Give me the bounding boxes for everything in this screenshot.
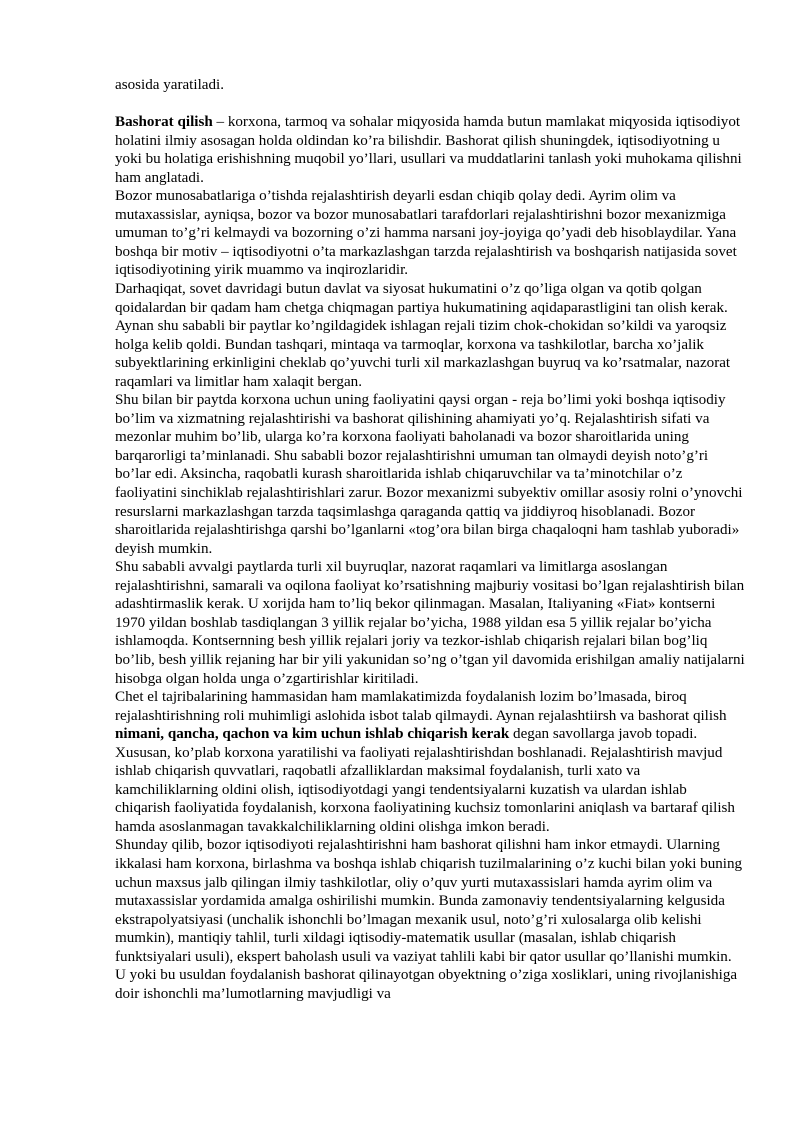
darhaqiqat-paragraph: Darhaqiqat, sovet davridagi butun davlat va siyosat hukumatini o’z qo’liga olgan va qotib qolgan qoidalardan bir qadam ham chetga chiqmagan partiya hukumatining aqidaparastligini tan olish kerak. Aynan shu sababli bir paytlar ko’ngildagidek ishlagan rejali tizim chok-chokidan so’kildi va yaroqsiz holga kelib qoldi. Bundan tashqari, mintaqa va tarmoqlar, korxona va tashkilotlar, barcha xo’jalik subyektlarining erkinligini cheklab qo’yuvchi turli xil markazlashgan buyruq va ko’rsatmalar, nazorat raqamlari va limitlar ham xalaqit bergan.	[115, 281, 731, 390]
document-page	[115, 76, 745, 1003]
bashorat-definition-paragraph	[115, 113, 745, 187]
bashorat-term: Bashorat qilish	[115, 114, 213, 131]
chet-el-bold-phrase: nimani, qancha, qachon va kim uchun ishlab chiqarish kerak	[115, 726, 510, 743]
bashorat-definition-text: – korxona, tarmoq va sohalar miqyosida hamda butun mamlakat miqyosida iqtisodiyot holatini ilmiy asosagan holda oldindan ko’ra bilishdir. Bashorat qilish shuningdek, iqtisodiyotning u yoki bu holatiga erishishning muqobil yo’llari, usullari va muddatlarini tanlash yoki muhokama qilishni ham anglatadi.	[115, 114, 742, 186]
chet-el-text-end: degan savollarga javob topadi. Xususan, ko’plab korxona yaratilishi va faoliyati rejalashtirishdan boshlanadi. Rejalashtirish mavjud ishlab chiqarish quvvatlari, raqobatli afzalliklardan maksimal foydalanish, turli xato va kamchiliklarning oldini olish, iqtisodiyotdagi yangi tendentsiyalarni kuzatish va ulardan ishlab chiqarish faoliyatida foydalanish, korxona faoliyatining kuchsiz tomonlarini aniqlash va bartaraf qilish hamda asoslanmagan tavakkalchiliklarning oldini olishga imkon beradi.	[115, 726, 735, 835]
chet-el-text-start: Chet el tajribalarining hammasidan ham mamlakatimizda foydalanish lozim bo’lmasada, biroq rejalashtirishning roli muhimligi aslohida isbot talab qilmaydi. Aynan rejalashtiirsh va bashorat qilish	[115, 689, 727, 724]
chet-el-paragraph	[115, 688, 745, 836]
shunday-paragraph: Shunday qilib, bozor iqtisodiyoti rejalashtirishni ham bashorat qilishni ham inkor etmaydi. Ularning ikkalasi ham korxona, birlashma va boshqa ishlab chiqarish tuzilmalarining o’z kuchi bilan yoki buning uchun maxsus jalb qilingan ilmiy tashkilotlar, oliy o’quv yurti mutaxassislari hamda ayrim olim va mutaxassislar yordamida amalga oshirilishi mumkin. Bunda zamonaviy tendentsiyalarning kelgusida ekstrapolyatsiyasi (unchalik ishonchli bo’lmagan mexanik usul, noto’g’ri xulosalarga olib kelishi mumkin), mantiqiy tahlil, turli xildagi iqtisodiy-matematik usullar (masalan, ishlab chiqarish funktsiyalari usuli), ekspert baholash usuli va vaziyat tahlili kabi bir qator usullar qo’llanishi mumkin. U yoki bu usuldan foydalanish bashorat qilinayotgan obyektning o’ziga xosliklari, uning rivojlanishiga doir ishonchli ma’lumotlarning mavjudligi va	[115, 837, 743, 1002]
bozor-paragraph: Bozor munosabatlariga o’tishda rejalashtirish deyarli esdan chiqib qolay dedi. Ayrim olim va mutaxassislar, ayniqsa, bozor va bozor munosabatlari tarafdorlari rejalashtirishni bozor mexanizmiga umuman to’g’ri kelmaydi va bozorning o’zi hamma narsani joy-joyiga qo’yadi deb hisoblaydilar. Yana boshqa bir motiv – iqtisodiyotni o’ta markazlashgan tarzda rejalashtirish va boshqarish natijasida sovet iqtisodiyotining yirik muammo va inqirozlaridir.	[115, 188, 737, 279]
shu-sababli-paragraph: Shu sababli avvalgi paytlarda turli xil buyruqlar, nazorat raqamlari va limitlarga asoslangan rejalashtirishni, samarali va oqilona faoliyat ko’rsatishning majburiy vositasi bo’lgan rejalashtirish bilan adashtirmaslik kerak. U xorijda ham to’liq bekor qilinmagan. Masalan, Italiyaning «Fiat» kontserni 1970 yildan boshlab tasdiqlangan 3 yillik rejalar bo’yicha, 1988 yildan esa 5 yillik rejalar bo’yicha ishlamoqda. Kontsernning besh yillik rejalari joriy va tezkor-ishlab chiqarish rejalari bilan bog’liq bo’lib, besh yillik rejaning har bir yili yakunidan so’ng o’tgan yil davomida erishilgan amaliy natijalarni hisobga olgan holda unga o’zgartirishlar kiritiladi.	[115, 559, 745, 687]
paragraph-spacer	[115, 95, 745, 114]
intro-tail-paragraph: asosida yaratiladi.	[115, 77, 224, 93]
shu-bilan-paragraph: Shu bilan bir paytda korxona uchun uning faoliyatini qaysi organ - reja bo’limi yoki boshqa iqtisodiy bo’lim va xizmatning rejalashtirishi va bashorat qilishining ahamiyati yo’q. Rejalashtirish sifati va mezonlar muhim bo’lib, ularga ko’ra korxona faoliyati baholanadi va bozor sharoitlarida uning barqarorligi ta’minlanadi. Shu sababli bozor rejalashtirishni umuman tan olmaydi deyish noto’g’ri bo’lar edi. Aksincha, raqobatli kurash sharoitlarida ishlab chiqaruvchilar va ta’minotchilar o’z faoliyatini sinchiklab rejalashtirishlari zarur. Bozor mexanizmi subyektiv omillar asosiy rolni o’ynovchi resurslarni markazlashgan tarzda taqsimlashga qaraganda qattiq va jiddiyroq hisoblanadi. Bozor sharoitlarida rejalashtirishga qarshi bo’lganlarni «tog’ora bilan birga chaqaloqni ham tashlab yuboradi» deyish mumkin.	[115, 392, 743, 557]
